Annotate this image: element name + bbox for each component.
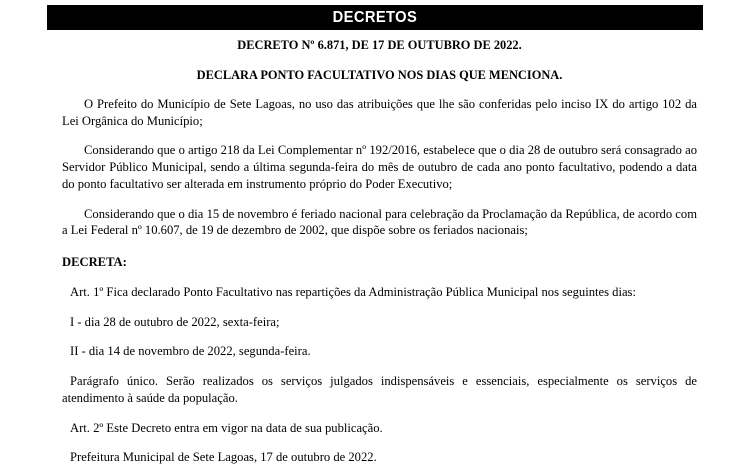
considerando-paragraph-2: Considerando que o dia 15 de novembro é feriado nacional para celebração da Proclamação da República, de acordo com a Lei Federal nº 10.607, de 19 de dezembro de 2002, que dispõe sobre os feriados nacionais;	[62, 206, 697, 238]
decree-subject-heading: DECLARA PONTO FACULTATIVO NOS DIAS QUE MENCIONA.	[196, 67, 563, 82]
banner-title: DECRETOS	[332, 8, 418, 26]
signature-line: Prefeitura Municipal de Sete Lagoas, 17 de outubro de 2022.	[70, 450, 377, 465]
article-2-paragraph: Art. 2º Este Decreto entra em vigor na data de sua publicação.	[70, 420, 383, 435]
article-1-item-1: I - dia 28 de outubro de 2022, sexta-feira;	[70, 314, 280, 329]
decree-number-heading: DECRETO Nº 6.871, DE 17 DE OUTUBRO DE 2022.	[237, 38, 522, 52]
considerando-paragraph-1: Considerando que o artigo 218 da Lei Complementar nº 192/2016, estabelece que o dia 28 de outubro será consagrado ao Servidor Público Municipal, sendo a última segunda-feira do mês de outubro de cada ano ponto facultativo, podendo a data do ponto facultativo ser alterada em instrumento próprio do Poder Executivo;	[62, 143, 697, 191]
sole-paragraph: Parágrafo único. Serão realizados os serviços julgados indispensáveis e essenciais, especialmente os serviços de atendimento à saúde da população.	[62, 374, 697, 405]
decretos-banner	[47, 5, 703, 30]
article-1-item-2: II - dia 14 de novembro de 2022, segunda-feira.	[70, 344, 311, 359]
document-body	[62, 30, 697, 466]
preamble-paragraph: O Prefeito do Município de Sete Lagoas, no uso das atribuições que lhe são conferidas pelo inciso IX do artigo 102 da Lei Orgânica do Município;	[62, 97, 697, 128]
enacting-clause: DECRETA:	[62, 255, 127, 270]
article-1-paragraph: Art. 1º Fica declarado Ponto Facultativo nas repartições da Administração Pública Municipal nos seguintes dias:	[70, 284, 636, 299]
